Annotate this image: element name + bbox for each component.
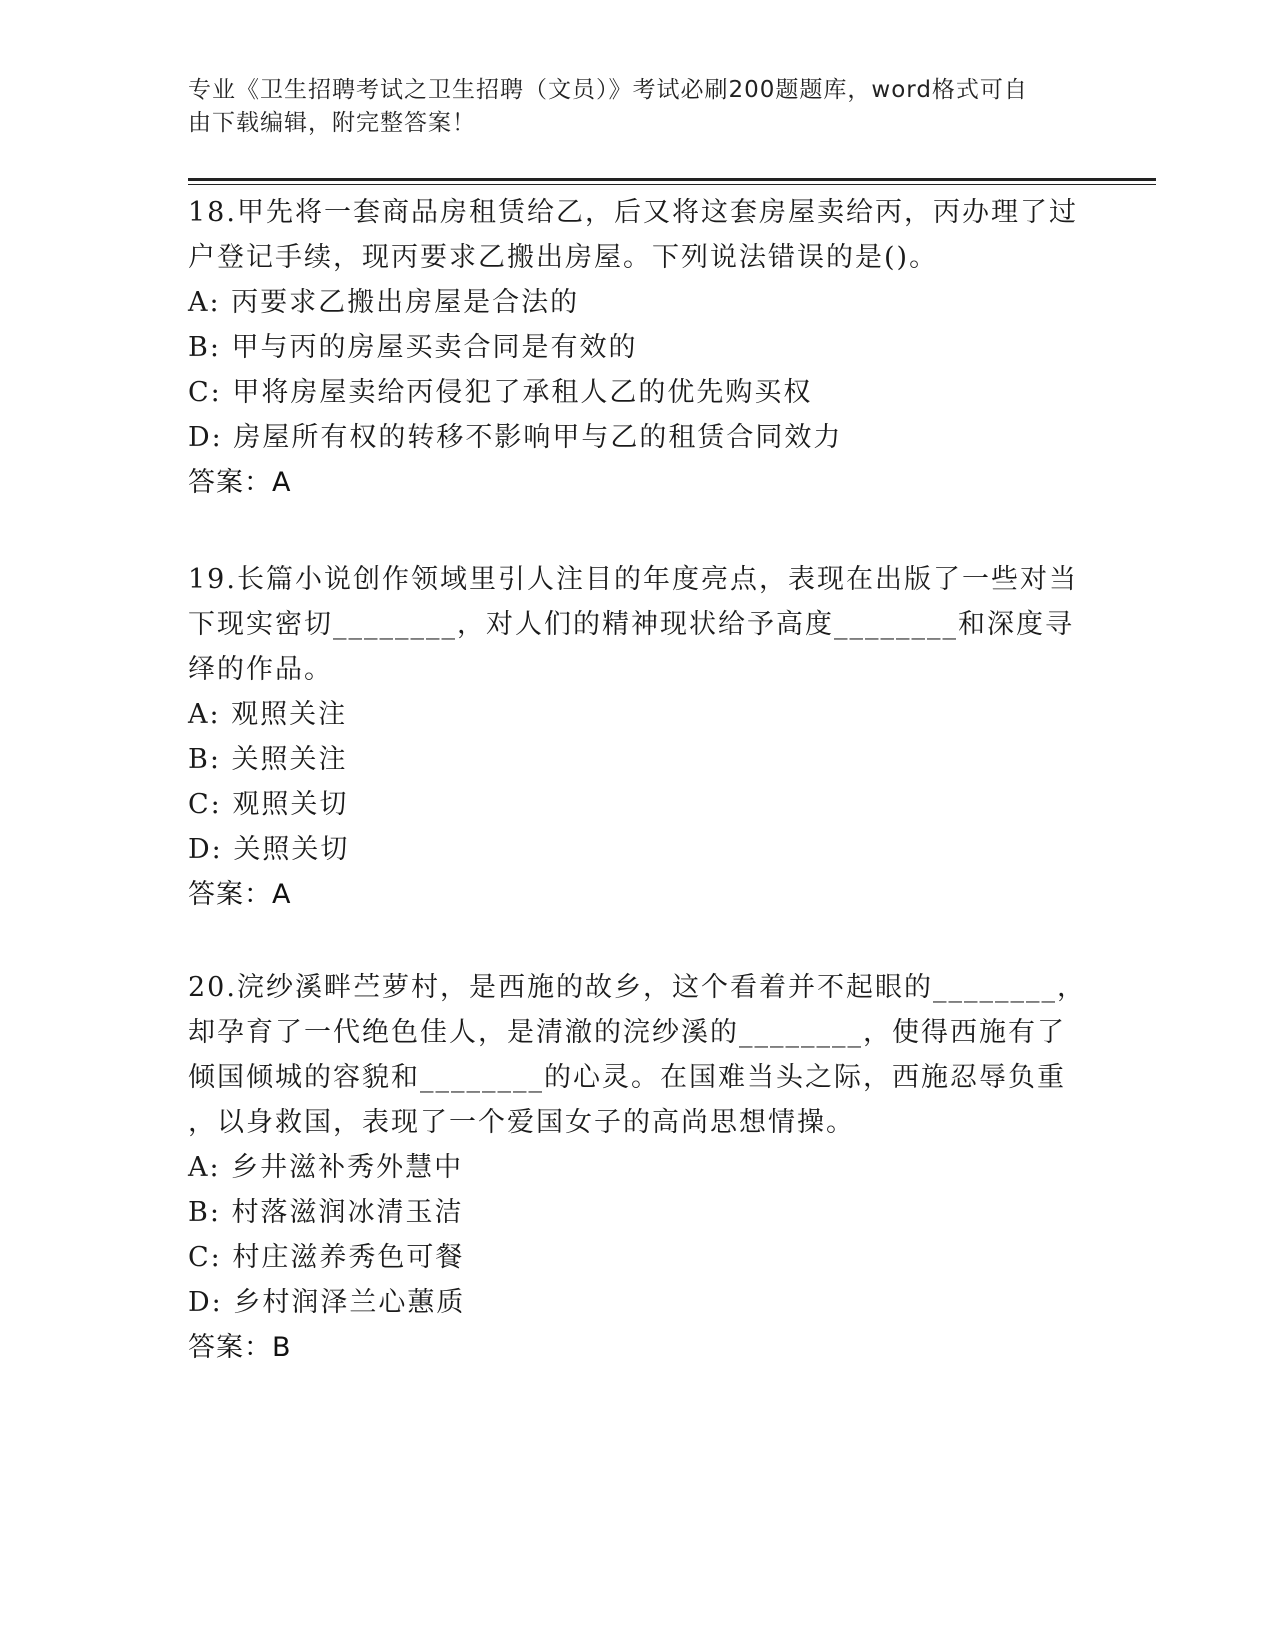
question-text-line: 18.甲先将一套商品房租赁给乙，后又将这套房屋卖给丙，丙办理了过	[188, 197, 1078, 228]
question-text-line: 倾国倾城的容貌和________的心灵。在国难当头之际，西施忍辱负重	[188, 1062, 1066, 1093]
question-text-line: 下现实密切________，对人们的精神现状给予高度________和深度寻	[188, 609, 1074, 640]
question-18	[188, 190, 1088, 505]
option-d: D: 关照关切	[188, 834, 350, 865]
option-a: A: 观照关注	[188, 699, 348, 730]
question-text-line: 绎的作品。	[188, 654, 333, 685]
option-b: B: 关照关注	[188, 744, 348, 775]
option-c: C: 村庄滋养秀色可餐	[188, 1242, 465, 1273]
document-header	[188, 74, 1078, 140]
question-text-line: 20.浣纱溪畔苎萝村，是西施的故乡，这个看着并不起眼的________，	[188, 972, 1086, 1003]
answer-line: 答案：A	[188, 879, 292, 910]
option-c: C: 观照关切	[188, 789, 349, 820]
option-b: B: 村落滋润冰清玉洁	[188, 1197, 464, 1228]
option-a: A: 乡井滋补秀外慧中	[188, 1152, 464, 1183]
question-20	[188, 965, 1088, 1370]
answer-line: 答案：A	[188, 467, 292, 498]
question-text-line: 户登记手续，现丙要求乙搬出房屋。下列说法错误的是()。	[188, 242, 939, 273]
question-text-line: ，以身救国，表现了一个爱国女子的高尚思想情操。	[188, 1107, 855, 1138]
header-divider-thick	[188, 178, 1156, 181]
question-text-line: 19.长篇小说创作领域里引人注目的年度亮点，表现在出版了一些对当	[188, 564, 1078, 595]
option-d: D: 房屋所有权的转移不影响甲与乙的租赁合同效力	[188, 422, 843, 453]
option-b: B: 甲与丙的房屋买卖合同是有效的	[188, 332, 638, 363]
option-c: C: 甲将房屋卖给丙侵犯了承租人乙的优先购买权	[188, 377, 813, 408]
option-a: A: 丙要求乙搬出房屋是合法的	[188, 287, 580, 318]
option-d: D: 乡村润泽兰心蕙质	[188, 1287, 466, 1318]
header-line-1: 专业《卫生招聘考试之卫生招聘（文员）》考试必刷200题题库，word格式可自	[188, 77, 1028, 103]
answer-line: 答案：B	[188, 1332, 292, 1363]
question-19	[188, 557, 1088, 917]
header-line-2: 由下载编辑，附完整答案！	[188, 110, 476, 136]
header-divider-thin	[188, 184, 1156, 185]
question-text-line: 却孕育了一代绝色佳人，是清澈的浣纱溪的________，使得西施有了	[188, 1017, 1066, 1048]
